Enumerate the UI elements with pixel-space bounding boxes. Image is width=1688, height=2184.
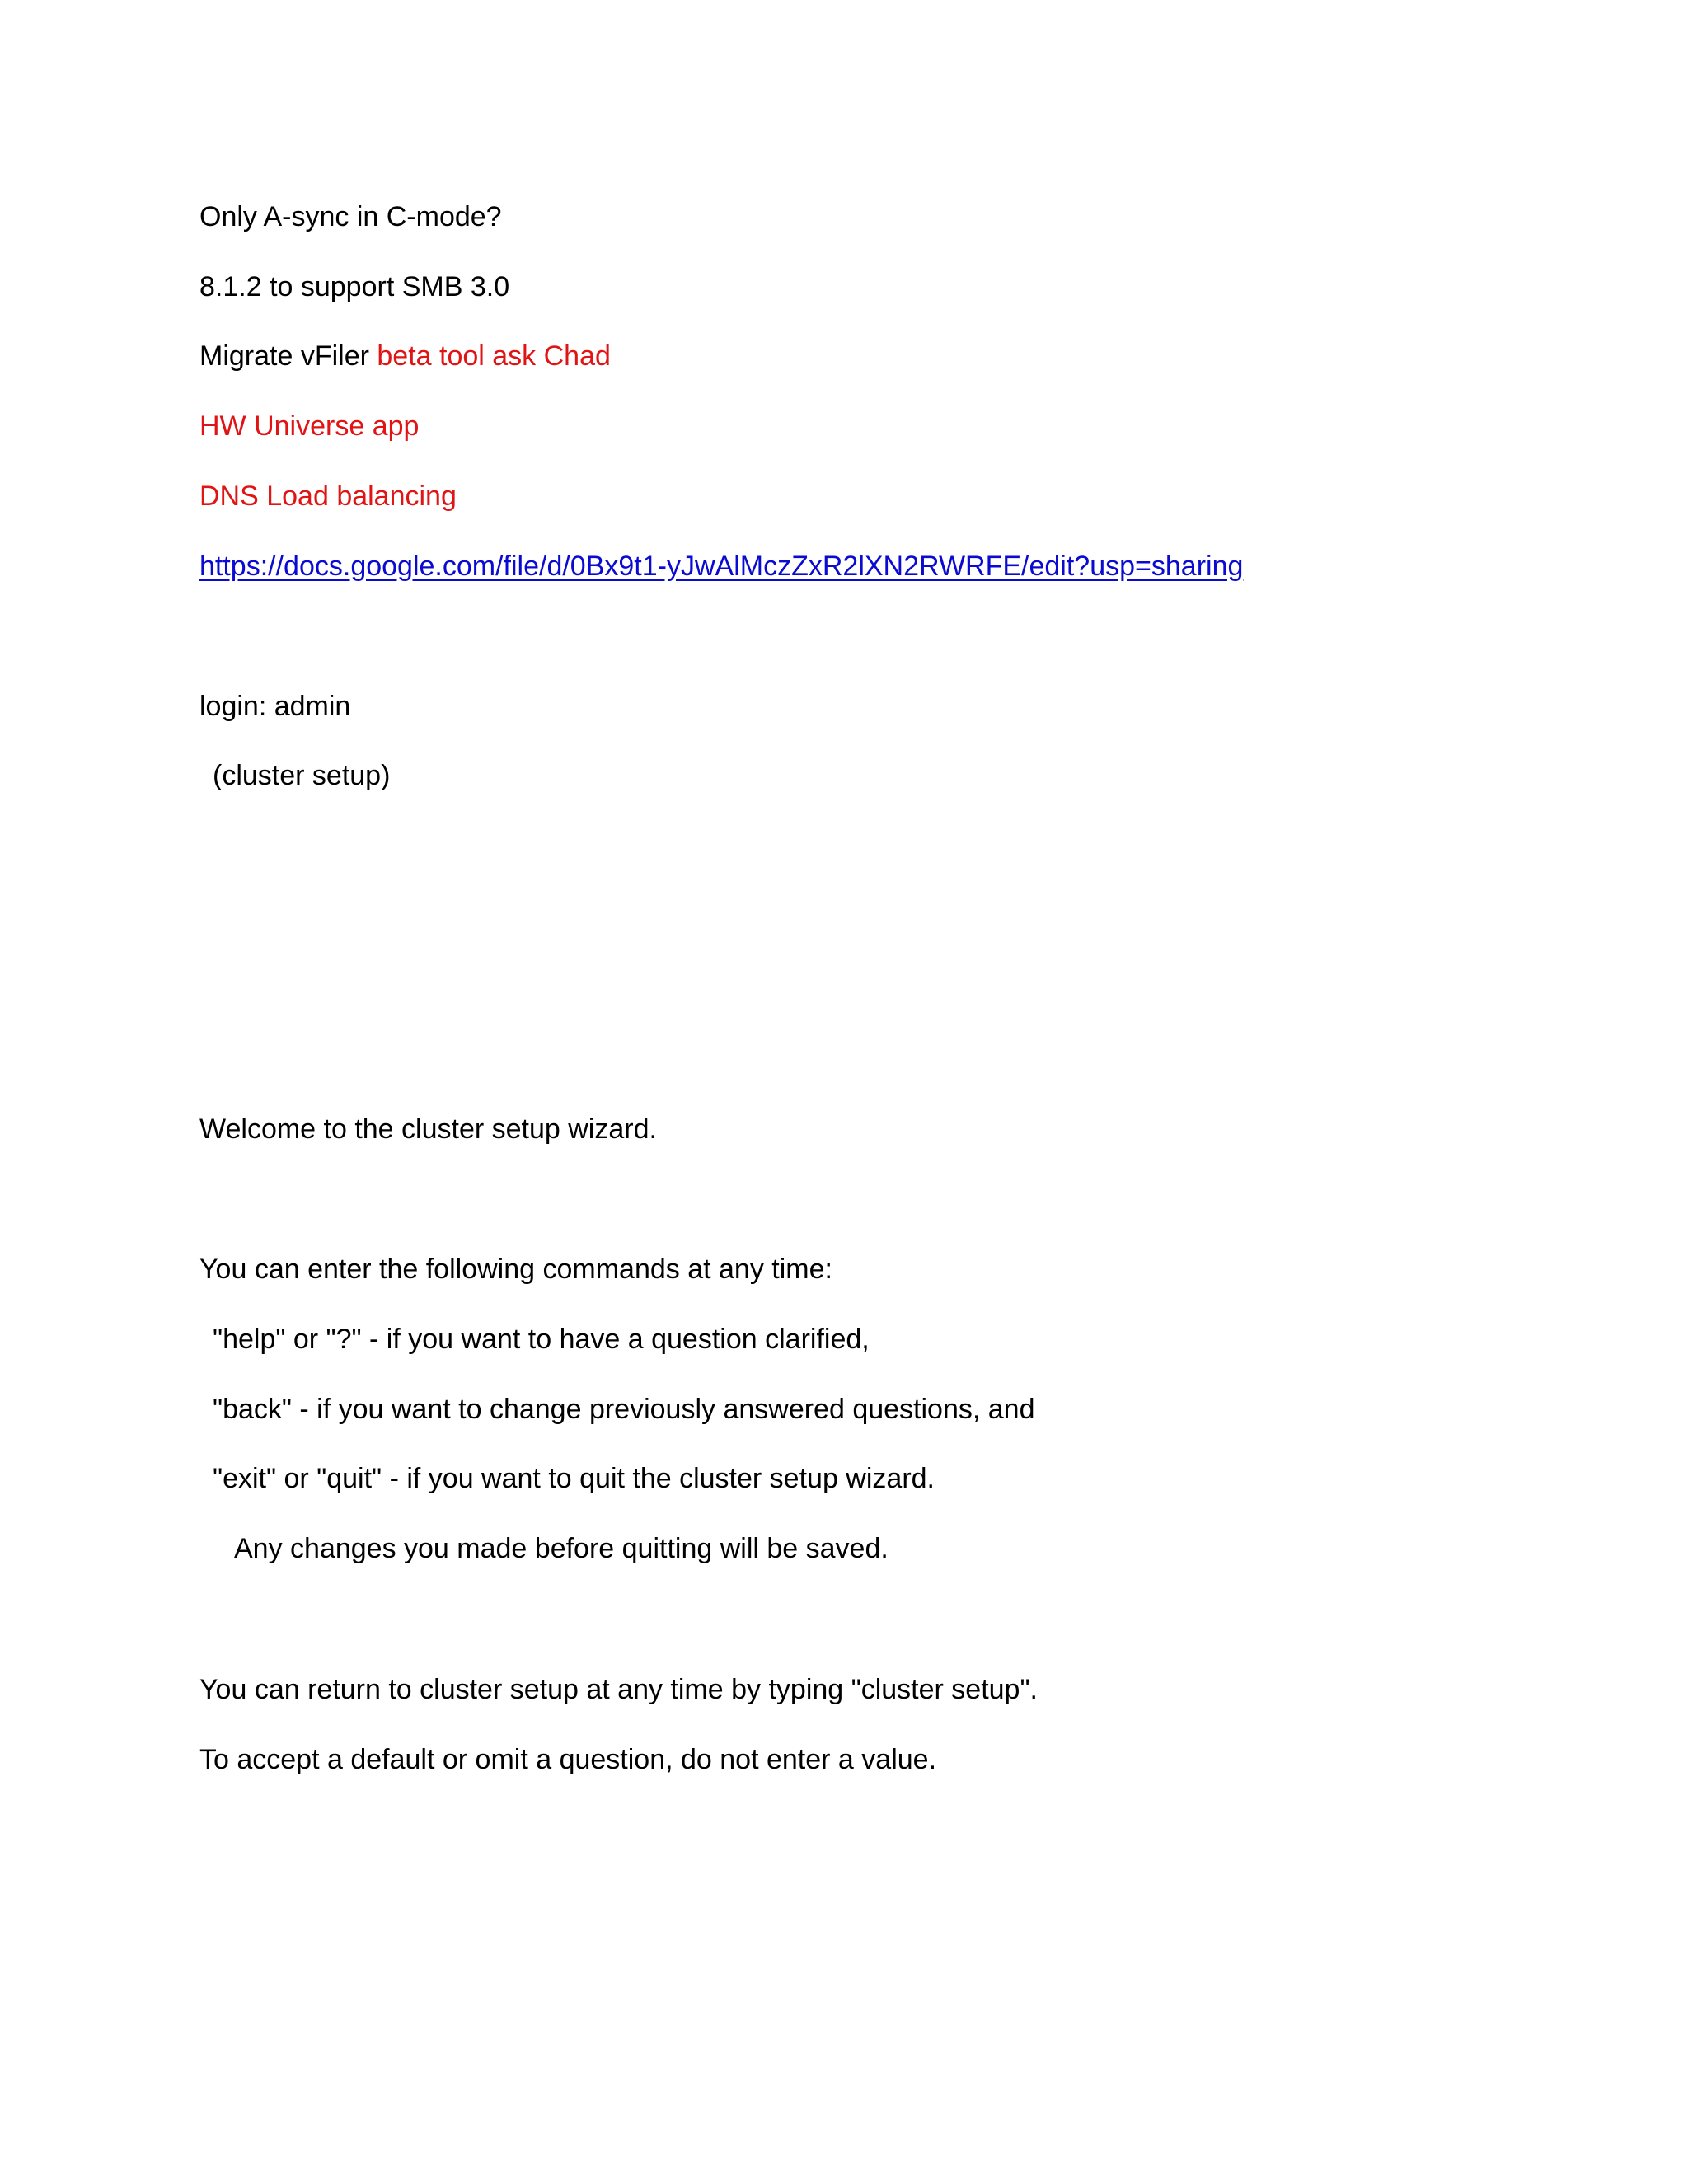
note-migrate-vfiler (199, 340, 611, 373)
note-async-cmode: Only A-sync in C-mode? (199, 201, 502, 232)
google-docs-link-row (199, 550, 1243, 583)
google-docs-link[interactable]: https://docs.google.com/file/d/0Bx9t1-yJwAlMczZxR2lXN2RWRFE/edit?usp=sharing (199, 551, 1244, 582)
note-migrate-vfiler-text: Migrate vFiler (199, 340, 377, 372)
wizard-cmd-exit: "exit" or "quit" - if you want to quit the cluster setup wizard. (213, 1463, 935, 1494)
wizard-return-note: You can return to cluster setup at any time by typing "cluster setup". (199, 1674, 1038, 1705)
console-login: login: admin (199, 691, 351, 722)
note-dns-load-balancing: DNS Load balancing (199, 480, 457, 512)
note-beta-tool-highlight: beta tool ask Chad (377, 340, 611, 372)
note-hw-universe: HW Universe app (199, 410, 420, 442)
note-smb-support: 8.1.2 to support SMB 3.0 (199, 271, 510, 302)
console-cluster-setup-command: (cluster setup) (213, 760, 391, 791)
wizard-accept-note: To accept a default or omit a question, do not enter a value. (199, 1744, 937, 1775)
wizard-cmd-back: "back" - if you want to change previously answered questions, and (213, 1394, 1035, 1425)
wizard-cmd-help: "help" or "?" - if you want to have a question clarified, (213, 1324, 870, 1355)
wizard-cmd-exit-note: Any changes you made before quitting will be saved. (234, 1533, 889, 1564)
wizard-commands-intro: You can enter the following commands at any time: (199, 1254, 832, 1285)
wizard-welcome: Welcome to the cluster setup wizard. (199, 1113, 657, 1145)
